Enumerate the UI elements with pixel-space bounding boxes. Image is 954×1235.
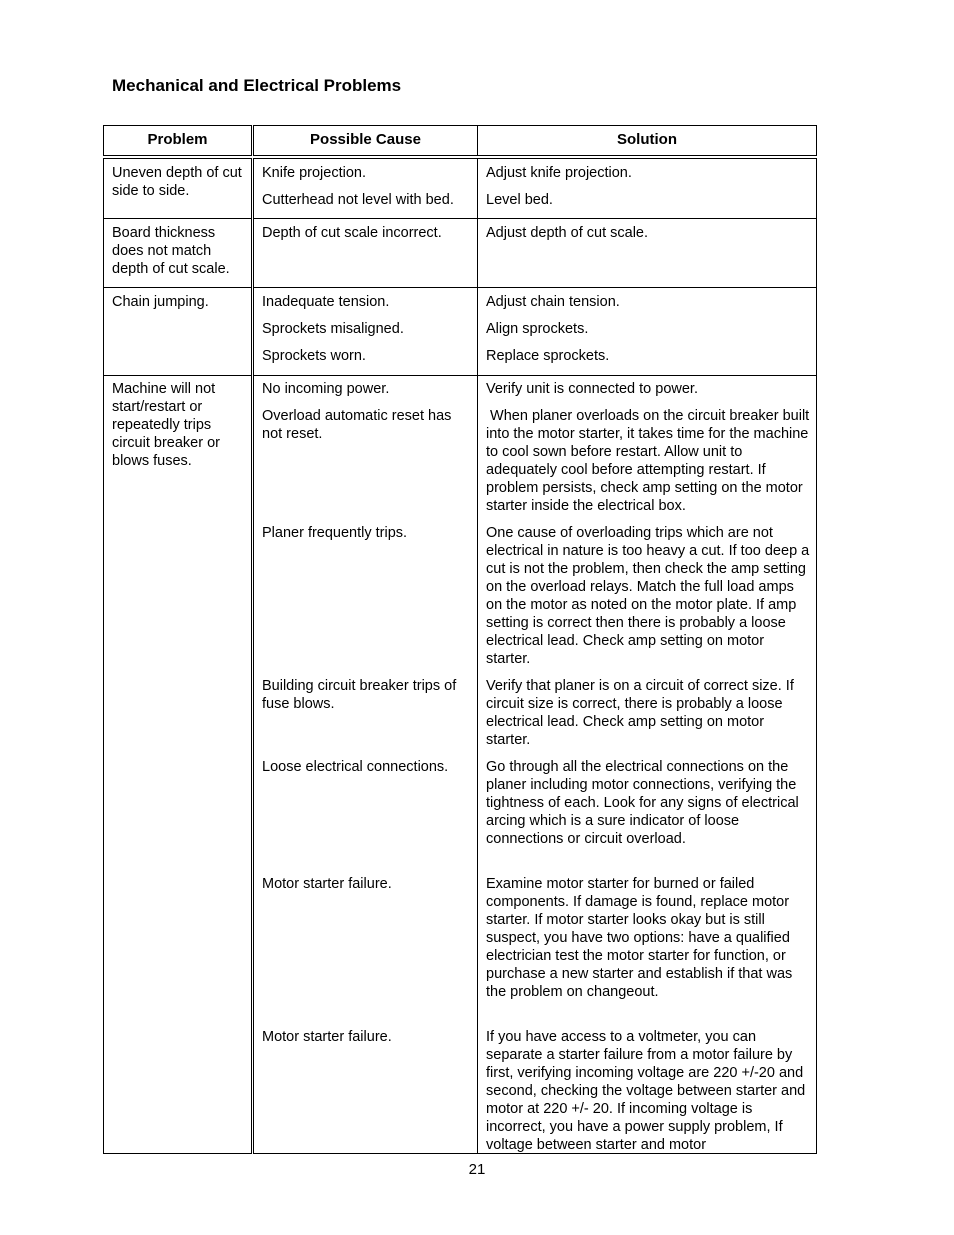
solution-cell — [477, 375, 817, 1154]
cause-cell — [253, 287, 478, 376]
problem-cell — [103, 375, 252, 1154]
cause-text: Building circuit breaker trips of fuse blows. — [262, 678, 457, 712]
solution-text: If you have access to a voltmeter, you can separate a starter failure from a motor failure by first, verifying incoming voltage are 220 +/-20 and second, checking the voltage between starter and motor at 220 +/- 20. If incoming voltage is incorrect, you have a power supply problem, If voltage between starter and motor — [486, 1029, 806, 1153]
cause-text: No incoming power. — [262, 381, 390, 397]
table-row — [103, 287, 817, 376]
table-row — [103, 218, 817, 288]
header-problem: Problem — [103, 125, 252, 156]
header-possible-cause: Possible Cause — [253, 125, 478, 156]
solution-cell — [477, 218, 817, 288]
cause-cell — [253, 218, 478, 288]
solution-text: One cause of overloading trips which are not electrical in nature is too heavy a cut. If too deep a cut is not the problem, then check the amp setting on the overload relays. Match the full load amps on the motor as noted on the motor plate. If amp setting is correct then there is probably a loose electrical lead. Check amp setting on motor starter. — [486, 525, 810, 667]
cause-text: Inadequate tension. — [262, 294, 390, 310]
cause-text: Knife projection. — [262, 165, 366, 181]
troubleshooting-table — [103, 125, 817, 1154]
cause-text: Sprockets misaligned. — [262, 321, 404, 337]
cause-text: Planer frequently trips. — [262, 525, 408, 541]
problem-text: Chain jumping. — [112, 294, 209, 310]
solution-text: Go through all the electrical connections on the planer including motor connections, verifying the tightness of each. Look for any signs of electrical arcing which is a sure indicator of loose connections or circuit overload. — [486, 759, 799, 847]
header-solution: Solution — [477, 125, 817, 156]
problem-cell — [103, 158, 252, 219]
table-row — [103, 158, 817, 219]
solution-text: Verify that planer is on a circuit of correct size. If circuit size is correct, there is probably a loose electrical lead. Check amp setting on motor starter. — [486, 678, 794, 748]
cause-text: Sprockets worn. — [262, 348, 366, 364]
solution-text: Adjust knife projection. — [486, 165, 632, 181]
solution-cell — [477, 158, 817, 219]
table-header-row — [103, 125, 817, 156]
cause-text: Overload automatic reset has not reset. — [262, 408, 452, 442]
solution-text: When planer overloads on the circuit breaker built into the motor starter, it takes time for the machine to cool sown before restart. Allow unit to adequately cool before attempting restart. If problem persists, check amp setting on the motor starter inside the electrical box. — [486, 408, 814, 514]
problem-text: Uneven depth of cut side to side. — [112, 165, 242, 199]
problem-text: Board thickness does not match depth of cut scale. — [112, 225, 230, 277]
solution-text: Adjust chain tension. — [486, 294, 620, 310]
problem-cell — [103, 218, 252, 288]
solution-text: Align sprockets. — [486, 321, 589, 337]
cause-text: Motor starter failure. — [262, 876, 392, 892]
problem-text: Machine will not start/restart or repeatedly trips circuit breaker or blows fuses. — [112, 381, 220, 469]
cause-text: Motor starter failure. — [262, 1029, 392, 1045]
solution-text: Level bed. — [486, 192, 553, 208]
cause-text: Loose electrical connections. — [262, 759, 449, 775]
cause-text: Cutterhead not level with bed. — [262, 192, 454, 208]
problem-cell — [103, 287, 252, 376]
cause-cell — [253, 158, 478, 219]
cause-text: Depth of cut scale incorrect. — [262, 225, 442, 241]
cause-cell — [253, 375, 478, 1154]
solution-text: Adjust depth of cut scale. — [486, 225, 649, 241]
solution-text: Replace sprockets. — [486, 348, 610, 364]
solution-cell — [477, 287, 817, 376]
page-number: 21 — [468, 1161, 486, 1178]
section-title: Mechanical and Electrical Problems — [112, 76, 402, 95]
solution-text: Verify unit is connected to power. — [486, 381, 698, 397]
solution-text: Examine motor starter for burned or failed components. If damage is found, replace motor starter. If motor starter looks okay but is still suspect, you have two options: have a qualified electrician test the motor starter for function, or purchase a new starter and establish if that was the problem on changeout. — [486, 876, 793, 1000]
table-row — [103, 375, 817, 1154]
